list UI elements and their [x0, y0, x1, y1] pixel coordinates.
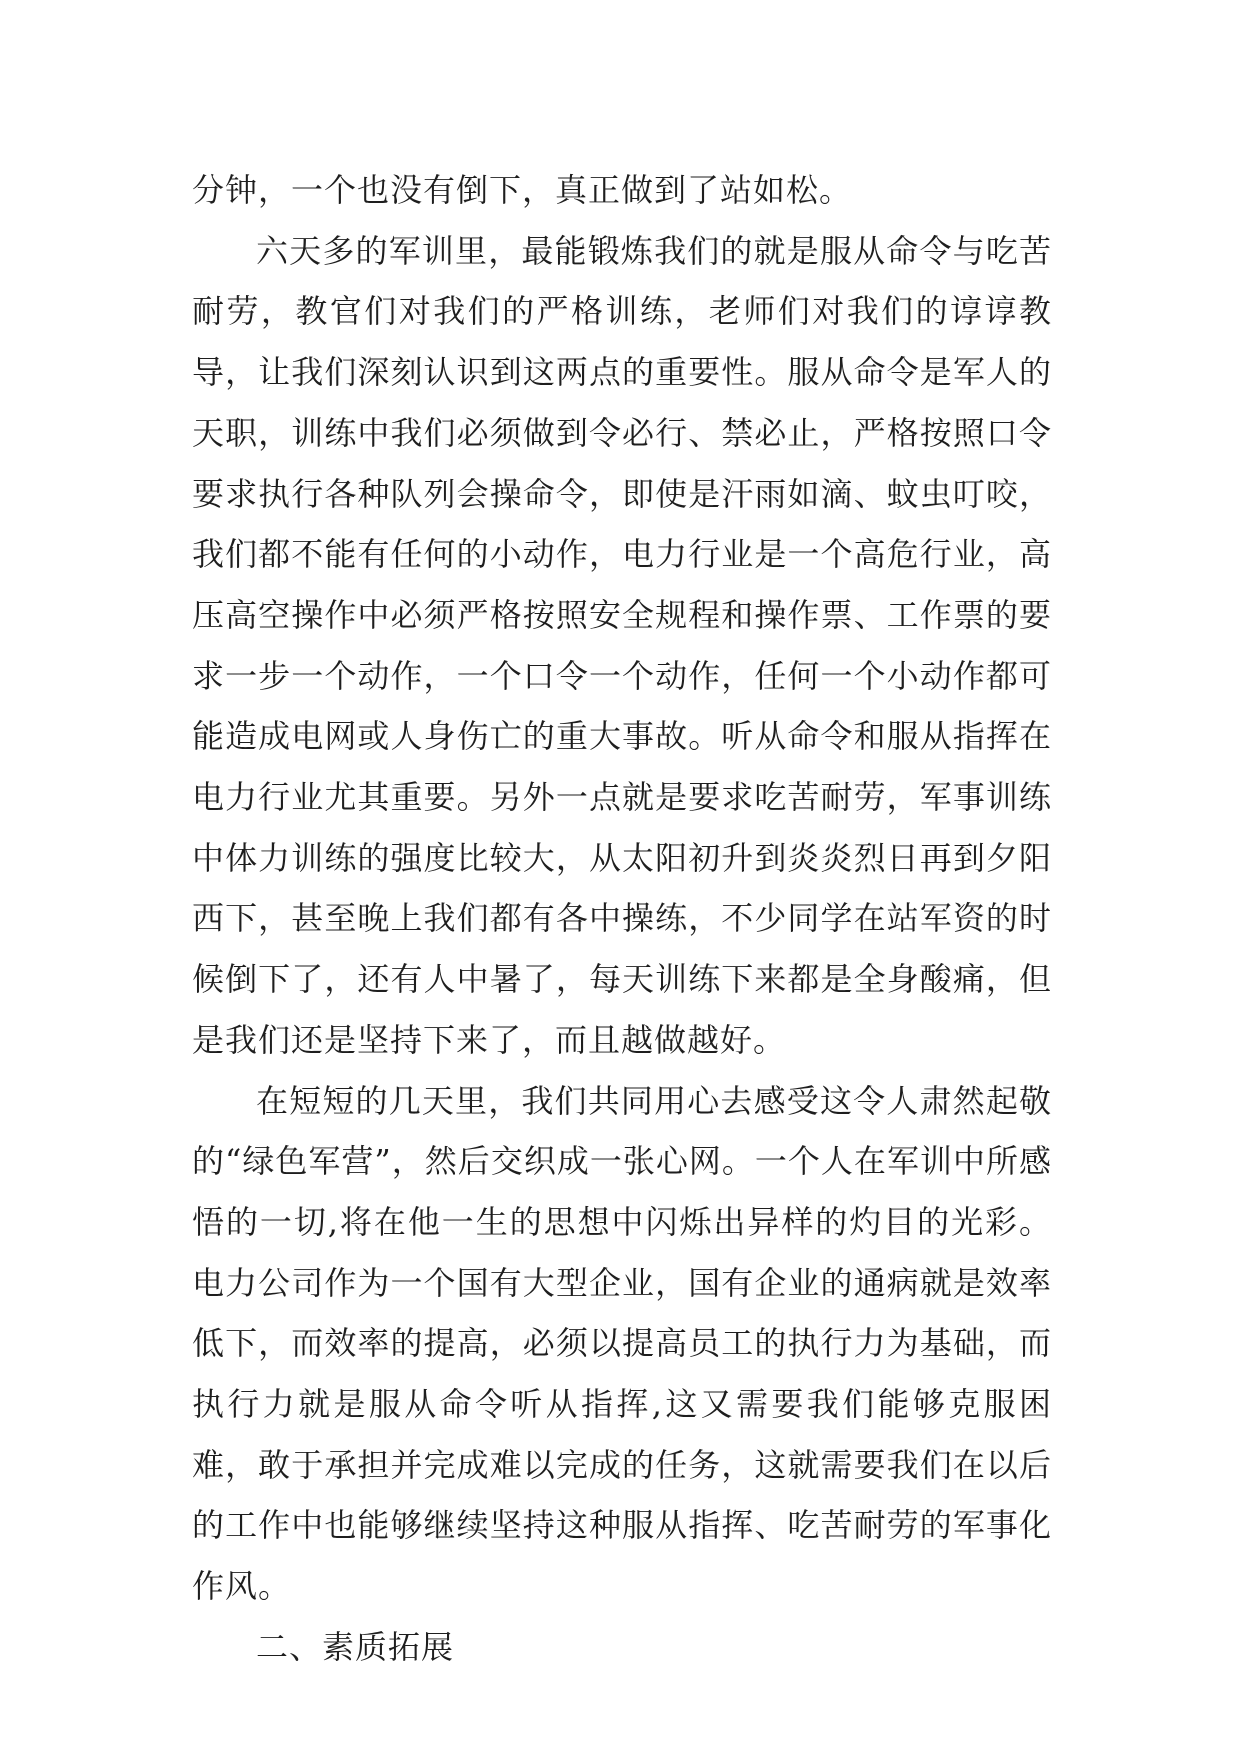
paragraph-green-camp-reflection: 在短短的几天里，我们共同用心去感受这令人肃然起敬的“绿色军营”，然后交织成一张心网。一个人在军训中所感悟的一切,将在他一生的思想中闪烁出异样的灼目的光彩。电力公司作为一个国有大型企业，国有企业的通病就是效率低下，而效率的提高，必须以提高员工的执行力为基础，而执行力就是服从命令听从指挥,这又需要我们能够克服困难，敢于承担并完成难以完成的任务，这就需要我们在以后的工作中也能够继续坚持这种服从指挥、吃苦耐劳的军事化作风。 — [192, 1081, 1052, 1606]
section-heading-quality-expansion: 二、素质拓展 — [256, 1627, 455, 1666]
paragraph-continuation: 分钟，一个也没有倒下，真正做到了站如松。 — [192, 171, 853, 209]
document-body — [192, 160, 1052, 1678]
paragraph-military-training-obedience: 六天多的军训里，最能锻炼我们的就是服从命令与吃苦耐劳，教官们对我们的严格训练，老师们对我们的谆谆教导，让我们深刻认识到这两点的重要性。服从命令是军人的天职，训练中我们必须做到令必行、禁必止，严格按照口令要求执行各种队列会操命令，即使是汗雨如滴、蚊虫叮咬，我们都不能有任何的小动作，电力行业是一个高危行业，高压高空操作中必须严格按照安全规程和操作票、工作票的要求一步一个动作，一个口令一个动作，任何一个小动作都可能造成电网或人身伤亡的重大事故。听从命令和服从指挥在电力行业尤其重要。另外一点就是要求吃苦耐劳，军事训练中体力训练的强度比较大，从太阳初升到炎炎烈日再到夕阳西下，甚至晚上我们都有各中操练，不少同学在站军资的时候倒下了，还有人中暑了，每天训练下来都是全身酸痛，但是我们还是坚持下来了，而且越做越好。 — [192, 231, 1052, 1059]
